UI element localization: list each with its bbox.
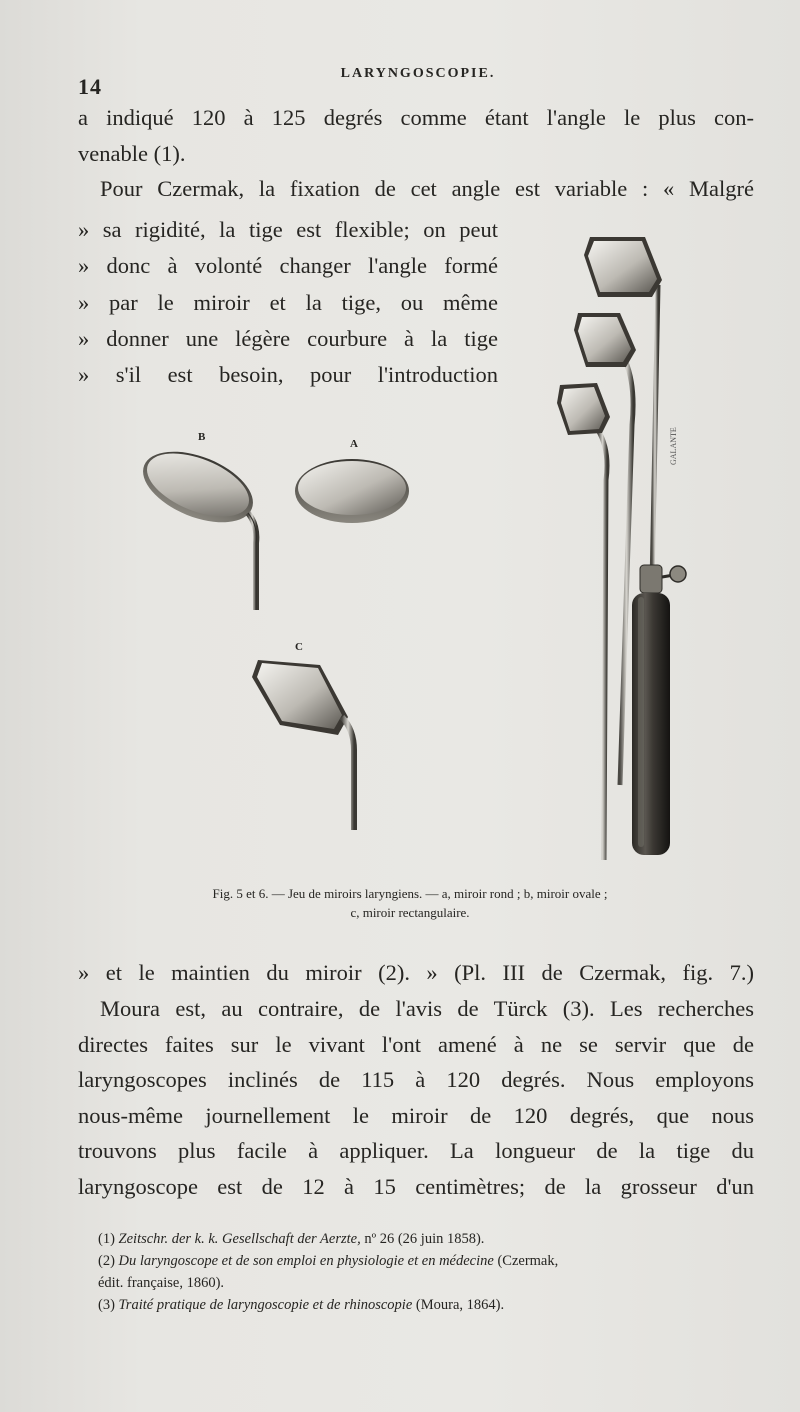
text-line: laryngoscopes inclinés de 115 à 120 degrés. Nous employons bbox=[78, 1067, 754, 1092]
figure-label-c: C bbox=[295, 641, 303, 653]
footnote-text: (Moura, 1864). bbox=[415, 1297, 505, 1313]
footnote-title: Zeitschr. der k. k. Gesellschaft der Aerzte, bbox=[118, 1231, 361, 1247]
paragraph-2-end bbox=[78, 955, 754, 991]
text-line: a indiqué 120 à 125 degrés comme étant l'angle le plus con- bbox=[78, 105, 754, 130]
laryngeal-mirrors-engraving bbox=[120, 225, 720, 875]
footnote-title: Du laryngoscope et de son emploi en physiologie et en médecine bbox=[118, 1253, 494, 1269]
text-line: directes faites sur le vivant l'ont amené à ne se servir que de bbox=[78, 1031, 754, 1057]
paragraph-1 bbox=[78, 100, 754, 171]
footnote-3 bbox=[98, 1294, 758, 1316]
laryngoscope-set-with-handle bbox=[557, 237, 686, 860]
text-line: trouvons plus facile à appliquer. La longueur de la tige du bbox=[78, 1138, 754, 1163]
running-title: LARYNGOSCOPIE. bbox=[340, 66, 496, 81]
footnote-mark: (3) bbox=[98, 1297, 115, 1313]
figure-label-a: A bbox=[350, 438, 358, 450]
page-header bbox=[78, 60, 758, 100]
paragraph-2-first-line bbox=[78, 171, 754, 207]
text-line: » donner une légère courbure à la tige bbox=[78, 325, 498, 351]
text-line: » par le miroir et la tige, ou même bbox=[78, 289, 498, 315]
caption-line: Fig. 5 et 6. — Jeu de miroirs laryngiens. — a, miroir rond ; b, miroir ovale ; bbox=[212, 886, 608, 901]
text-line: venable (1). bbox=[78, 140, 186, 166]
footnote-2-continued: édit. française, 1860). bbox=[98, 1275, 225, 1291]
mirror-c-rectangular bbox=[252, 660, 354, 830]
footnote-mark: (1) bbox=[98, 1231, 115, 1247]
text-line: » sa rigidité, la tige est flexible; on peut bbox=[78, 217, 498, 242]
footnote-title: Traité pratique de laryngoscopie et de rhinoscopie bbox=[118, 1297, 413, 1313]
mirror-a-round bbox=[295, 459, 409, 615]
figure-label-b: B bbox=[198, 431, 206, 443]
figure-caption bbox=[100, 884, 720, 922]
page-number: 14 bbox=[78, 74, 102, 99]
footnote-text: (Czermak, bbox=[497, 1253, 559, 1269]
text-line: Moura est, au contraire, de l'avis de Türck (3). Les recherches bbox=[100, 996, 754, 1021]
footnotes bbox=[98, 1228, 758, 1316]
text-line: Pour Czermak, la fixation de cet angle est variable : « Malgré bbox=[100, 176, 754, 201]
text-line: » et le maintien du miroir (2). » (Pl. III de Czermak, fig. 7.) bbox=[78, 960, 754, 985]
text-line: » donc à volonté changer l'angle formé bbox=[78, 253, 498, 279]
text-line: nous-même journellement le miroir de 120 degrés, que nous bbox=[78, 1102, 754, 1128]
paragraph-3 bbox=[78, 991, 754, 1204]
footnote-text: nº 26 (26 juin 1858). bbox=[364, 1231, 485, 1247]
engraver-signature: GALANTE bbox=[669, 427, 678, 465]
text-line: laryngoscope est de 12 à 15 centimètres; de la grosseur d'un bbox=[78, 1173, 754, 1199]
footnote-2 bbox=[98, 1250, 758, 1272]
footnote-1 bbox=[98, 1228, 758, 1250]
text-line: » s'il est besoin, pour l'introduction bbox=[78, 362, 498, 388]
footnote-mark: (2) bbox=[98, 1253, 115, 1269]
caption-line: c, miroir rectangulaire. bbox=[350, 905, 470, 920]
mirror-b-oval bbox=[133, 437, 263, 610]
